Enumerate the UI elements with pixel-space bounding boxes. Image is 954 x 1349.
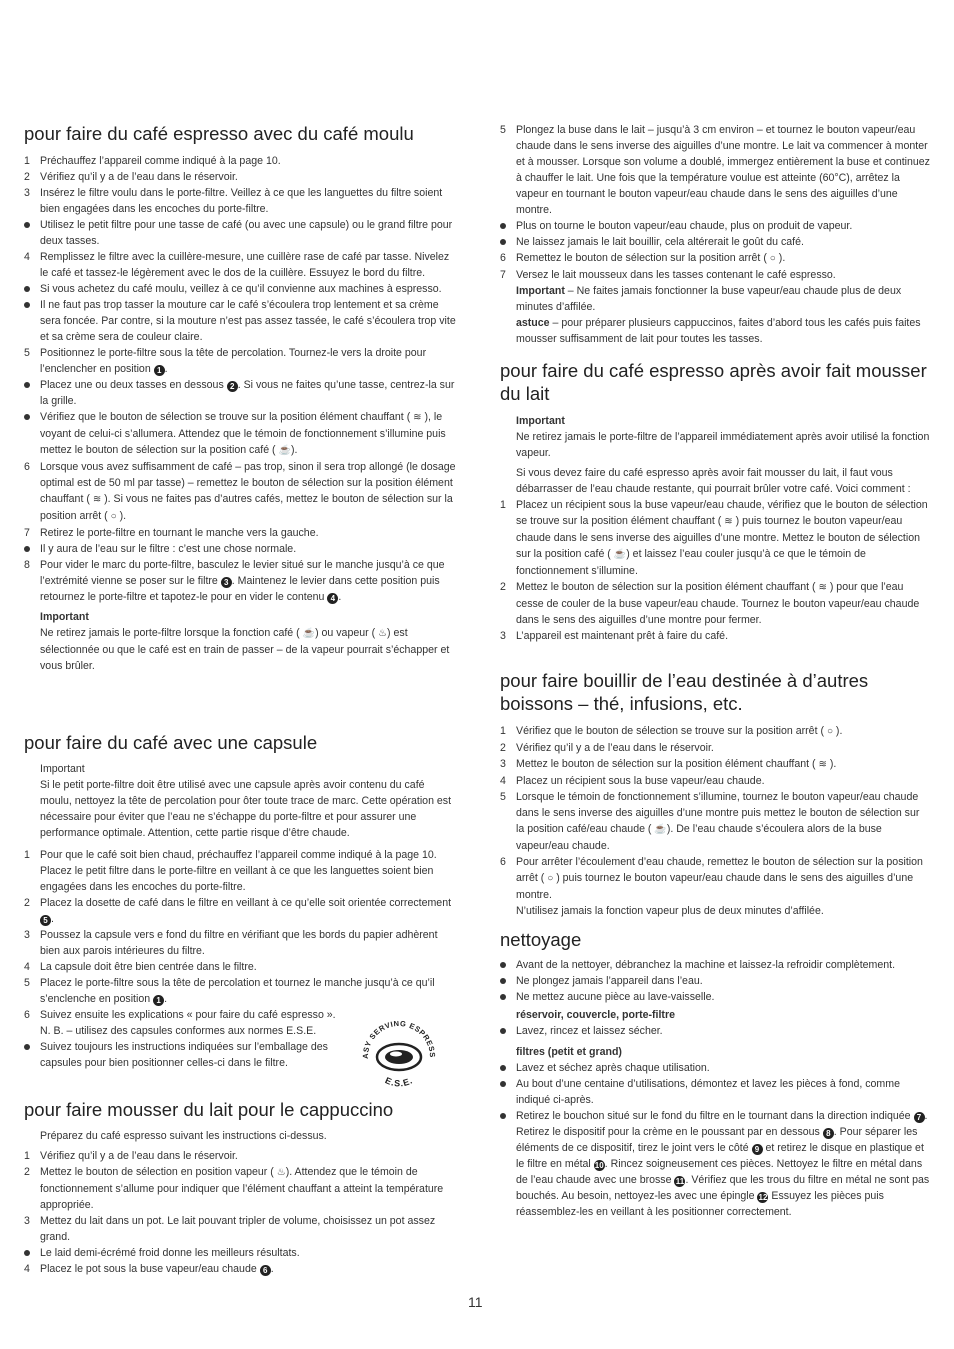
figure-ref-icon: 6 xyxy=(260,1265,271,1276)
bullet-item: Vérifiez que le bouton de sélection se trouve sur la position élément chauffant ( ≋ ), le voyant de celui-ci s’allumera. Attendez que le témoin de fonctionnement s’illumine puis mettez le bouton de sélection sur la position café ( ☕). xyxy=(24,409,458,459)
step-5: 5 Plongez la buse dans le lait – jusqu’à 3 cm environ – et tournez le bouton vapeur/eau chaude dans le sens inverse des aiguilles d’une montre. Le lait va commencer à monter et à mousser. Lorsque son volume a doublé, immergez entièrement la buse et continuez à chauffer le lait. Une fois que la température voulue est atteinte (60°C), arrêtez la vapeur en tournant le bouton vapeur/eau chaude dans le sens des aiguilles d’une montre. xyxy=(500,124,930,216)
important-note: Important – Ne faites jamais fonctionner la buse vapeur/eau chaude plus de deux minutes d’affilée. xyxy=(516,285,902,313)
step-2: 2 Placez la dosette de café dans le filtre en veillant à ce qu’elle soit orientée correctement 5 . xyxy=(24,897,452,925)
figure-ref-icon: 11 xyxy=(675,1177,685,1186)
figure-ref-icon: 9 xyxy=(752,1144,763,1155)
step-6: 6 Lorsque vous avez suffisamment de café – pas trop, sinon il sera trop allongé (le dosage optimal est de 50 ml par tasse) – remettez le bouton de sélection sur la position élément chauffant ( ≋ ). Si vous ne faites pas d’autres cafés, mettez le bouton de sélection sur la position arrêt ( ○ ). xyxy=(24,459,458,525)
important-text: Si le petit porte-filtre doit être utilisé avec une capsule après avoir contenu du café moulu, nettoyez la tête de percolation pour ôter toute trace de marc. Cette opération est nécessaire pour éviter que l’eau ne s’échappe du porte-filtre et pour assurer une performance optimale. Attention, cette partie risque d’être chaude. xyxy=(40,779,452,839)
heating-element-icon: ≋ xyxy=(92,494,102,505)
section-title-apres-mousse: pour faire du café espresso après avoir fait mousser du lait xyxy=(500,360,927,404)
section-title-capsule: pour faire du café avec une capsule xyxy=(24,732,318,753)
step-4: 4 Placez le pot sous la buse vapeur/eau chaude 6 . xyxy=(24,1263,274,1275)
section-title-espresso-moulu: pour faire du café espresso avec du café moulu xyxy=(24,123,414,144)
step-3: 3 Mettez le bouton de sélection sur la position élément chauffant ( ≋ ). xyxy=(500,756,930,773)
step-1: 1 Pour que le café soit bien chaud, préchauffez l’appareil comme indiqué à la page 10. Placez le petit filtre dans le porte-filtre en veillant à ce que les languettes soient bien engagées dans les encoches du porte-filtre. xyxy=(24,849,437,893)
figure-ref-icon: 7 xyxy=(914,1112,925,1123)
coffee-cup-icon: ☕ xyxy=(654,824,667,835)
step-3: 3 Insérez le filtre voulu dans le porte-filtre. Veillez à ce que les languettes du filtre soient bien engagées dans les encoches du porte-filtre. xyxy=(24,187,443,215)
bullet-item: Ne laissez jamais le lait bouillir, cela altérerait le goût du café. xyxy=(500,234,930,250)
step-4: 4 Remplissez le filtre avec la cuillère-mesure, une cuillère rase de café par tasse. Nivelez le café et tassez-le légèrement avec le dos de la cuillère. Essuyez le bord du filtre. xyxy=(24,251,450,279)
bullet-item: Le laid demi-écrémé froid donne les meilleurs résultats. xyxy=(24,1245,458,1261)
bullet-item: Lavez, rincez et laissez sécher. xyxy=(500,1023,930,1039)
section-title-bouillir-eau: pour faire bouillir de l’eau destinée à d’autres boissons – thé, infusions, etc. xyxy=(500,670,869,714)
off-position-icon: ○ xyxy=(547,873,554,884)
figure-ref-icon: 12 xyxy=(758,1193,768,1202)
important-label: Important xyxy=(40,763,85,775)
section-nettoyage xyxy=(500,957,930,1220)
figure-ref-icon: 4 xyxy=(327,593,338,604)
bullet-item: Utilisez le petit filtre pour une tasse de café (ou avec une capsule) ou le grand filtre pour deux tasses. xyxy=(24,217,458,249)
step-6: 6 Pour arrêter l’écoulement d’eau chaude, remettez le bouton de sélection sur la position arrêt ( ○ ) puis tournez le bouton vapeur/eau chaude dans le sens des aiguilles d’une montre. xyxy=(500,856,923,901)
section-title-nettoyage: nettoyage xyxy=(500,929,582,950)
step-5: 5 Positionnez le porte-filtre sous la tête de percolation. Tournez-le vers la droite pour l’enclencher en position 1 . xyxy=(24,347,427,375)
step-6: 6 Remettez le bouton de sélection sur la position arrêt ( ○ ). xyxy=(500,250,930,267)
logo-top-text: ASY SERVING ESPRESS xyxy=(360,1021,438,1059)
figure-ref-icon: 1 xyxy=(153,995,164,1006)
important-label: Important xyxy=(516,415,565,427)
step-1: 1 Préchauffez l’appareil comme indiqué à la page 10. xyxy=(24,155,281,167)
off-position-icon: ○ xyxy=(769,253,776,264)
bullet-item: Ne mettez aucune pièce au lave-vaisselle. xyxy=(500,989,930,1005)
important-text: Ne retirez jamais le porte-filtre lorsque la fonction café ( ☕) ou vapeur ( ♨) est sélectionnée ou que le café est en train de passer – de la vapeur pourrait s’échapper et vous brûler. xyxy=(40,627,450,672)
svg-text:E.S.E. xyxy=(384,1075,415,1088)
section-bouillir-eau xyxy=(500,723,930,919)
step-1: 1 Placez un récipient sous la buse vapeur/eau chaude, vérifiez que le bouton de sélection se trouve sur la position élément chauffant ( ≋ ) puis tournez le bouton vapeur/eau chaude dans le sens inverse des aiguilles d’une montre. Mettez le bouton de sélection sur la position café ( ☕) et laissez l’eau couler jusqu’à ce que le témoin de fonctionnement s’illumine. xyxy=(500,499,928,577)
section-title-mousser-lait: pour faire mousser du lait pour le cappuccino xyxy=(24,1099,394,1120)
step-4: 4 La capsule doit être bien centrée dans le filtre. xyxy=(24,961,257,973)
bullet-item: Avant de la nettoyer, débranchez la machine et laissez-la refroidir complètement. xyxy=(500,957,930,973)
off-position-icon: ○ xyxy=(110,511,117,522)
coffee-cup-icon: ☕ xyxy=(278,445,291,456)
figure-ref-icon: 8 xyxy=(823,1128,834,1139)
important-text: Ne retirez jamais le porte-filtre de l’appareil immédiatement après avoir utilisé la fonction vapeur. xyxy=(516,431,930,459)
step-3: 3 Mettez du lait dans un pot. Le lait pouvant tripler de volume, choisissez un pot assez grand. xyxy=(24,1215,436,1243)
step-2: 2 Vérifiez qu’il y a de l’eau dans le réservoir. xyxy=(500,742,714,754)
bullet-item: Placez une ou deux tasses en dessous 2 . Si vous ne faites qu’une tasse, centrez-la sur la grille. xyxy=(24,377,458,409)
step-1: 1 Vérifiez que le bouton de sélection se trouve sur la position arrêt ( ○ ). xyxy=(500,723,930,740)
step-7: 7 Versez le lait mousseux dans les tasses contenant le café espresso. xyxy=(500,269,836,281)
ese-logo xyxy=(360,1021,438,1089)
figure-ref-icon: 2 xyxy=(227,381,238,392)
intro-text: Si vous devez faire du café espresso après avoir fait mousser du lait, il faut vous débarrasser de l’eau chaude restante, qui pourrait brûler votre café. Voici comment : xyxy=(516,467,911,495)
bullet-item: Suivez toujours les instructions indiquées sur l’emballage des capsules pour bien positionner celles-ci dans le filtre. xyxy=(24,1039,346,1071)
heating-element-icon: ≋ xyxy=(724,516,733,527)
step-3: 3 L’appareil est maintenant prêt à faire du café. xyxy=(500,630,729,642)
bullet-item: Il y aura de l’eau sur le filtre : c’est une chose normale. xyxy=(24,541,458,557)
heating-element-icon: ≋ xyxy=(818,582,827,593)
figure-ref-icon: 10 xyxy=(594,1161,604,1170)
step-8: 8 Pour vider le marc du porte-filtre, basculez le levier situé sur le manche jusqu’à ce que l’extrémité vienne se poser sur le filtre 3 . Maintenez le levier dans cette position puis retournez le porte-filtre et tapotez-le pour en vider le contenu 4 . xyxy=(24,559,445,603)
bullet-item: Au bout d’une centaine d’utilisations, démontez et lavez les pièces à fond, comme indiqué ci-après. xyxy=(500,1076,930,1108)
tip-note: astuce – pour préparer plusieurs cappuccinos, faites d’abord tous les cafés puis faites mousser suffisamment de lait pour toutes les tasses. xyxy=(516,317,921,345)
bullet-item: Plus on tourne le bouton vapeur/eau chaude, plus on produit de vapeur. xyxy=(500,218,930,234)
step-7: 7 Retirez le porte-filtre en tournant le manche vers la gauche. xyxy=(24,527,319,539)
important-label: Important xyxy=(40,611,89,623)
section-apres-mousse xyxy=(500,413,930,644)
step-4: 4 Placez un récipient sous la buse vapeur/eau chaude. xyxy=(500,775,765,787)
step-5: 5 Lorsque le témoin de fonctionnement s’illumine, tournez le bouton vapeur/eau chaude dans le sens inverse des aiguilles d’une montre puis mettez le bouton de sélection sur la position café/eau chaude ( ☕). De l’eau chaude s’écoulera alors de la buse vapeur/eau chaude. xyxy=(500,791,920,852)
step-2: 2 Mettez le bouton de sélection en position vapeur ( ♨). Attendez que le témoin de fonctionnement s’allume pour indiquer que l’élément chauffant a atteint la température appropriée. xyxy=(24,1166,444,1211)
intro-text: Préparez du café espresso suivant les instructions ci-dessus. xyxy=(40,1130,327,1142)
coffee-cup-icon: ☕ xyxy=(302,628,316,639)
figure-ref-icon: 5 xyxy=(40,915,51,926)
warning-text: N’utilisez jamais la fonction vapeur plus de deux minutes d’affilée. xyxy=(516,905,824,917)
steam-icon: ♨ xyxy=(276,1167,286,1178)
step-3: 3 Poussez la capsule vers e fond du filtre en vérifiant que les bords du papier adhèrent bien aux parois intérieures du filtre. xyxy=(24,929,438,957)
subheading: filtres (petit et grand) xyxy=(516,1046,622,1058)
bullet-item: Si vous achetez du café moulu, veillez à ce qu’il convienne aux machines à espresso. xyxy=(24,281,458,297)
page-number: 11 xyxy=(468,1294,483,1310)
subheading: réservoir, couvercle, porte-filtre xyxy=(516,1009,675,1021)
step-2: 2 Vérifiez qu’il y a de l’eau dans le réservoir. xyxy=(24,171,238,183)
heating-element-icon: ≋ xyxy=(818,759,827,770)
heating-element-icon: ≋ xyxy=(413,412,422,423)
bullet-item: Il ne faut pas trop tasser la mouture car le café s’écoulera trop lentement et sa crème sera foncée. Par contre, si la mouture n’est pas assez tassée, le café s’écoulera trop vite et sa crème sera de couleur claire. xyxy=(24,297,458,345)
bullet-item: Lavez et séchez après chaque utilisation. xyxy=(500,1060,930,1076)
section-espresso-moulu xyxy=(24,153,458,674)
step-1: 1 Vérifiez qu’il y a de l’eau dans le réservoir. xyxy=(24,1150,238,1162)
steam-icon: ♨ xyxy=(378,628,388,639)
coffee-cup-icon: ☕ xyxy=(613,549,627,560)
figure-ref-icon: 3 xyxy=(221,577,232,588)
section-mousser-lait xyxy=(24,1128,458,1277)
figure-ref-icon: 1 xyxy=(154,365,165,376)
step-5: 5 Placez le porte-filtre sous la tête de percolation et tournez le manche jusqu’à ce qu’il s’enclenche en position 1 . xyxy=(24,977,435,1005)
step-6: 6 Suivez ensuite les explications « pour faire du café espresso ». N. B. – utilisez des capsules conformes aux normes E.S.E. xyxy=(24,1009,336,1037)
bullet-item: Ne plongez jamais l’appareil dans l’eau. xyxy=(500,973,930,989)
ese-logo-graphic xyxy=(360,1021,438,1089)
off-position-icon: ○ xyxy=(826,726,833,737)
step-2: 2 Mettez le bouton de sélection sur la position élément chauffant ( ≋ ) pour que l’eau cesse de couler de la buse vapeur/eau chaude. Tournez le bouton vapeur/eau chaude dans le sens des aiguilles d’une montre pour fermer. xyxy=(500,581,920,626)
section-mousser-lait-continued xyxy=(500,122,930,347)
bullet-item: Retirez le bouchon situé sur le fond du filtre en le tournant dans la direction indiquée 7 . Retirez le dispositif pour la crème en le poussant par en dessous 8 . Pour séparer les éléments de ce dispositif, tirez le joint vers le côté 9 et retirez le disque en plastique et le filtre en métal 10. Rincez soigneusement ces pièces. Nettoyez le filtre en métal dans de l’eau chaude avec une brosse 11. Vérifiez que les trous du filtre en métal ne sont pas bouchés. Au besoin, nettoyez-les avec une épingle 12 Essuyez les pièces puis réassemblez-les en veillant à les positionner correctement. xyxy=(500,1108,930,1220)
logo-bottom-text: E.S.E. xyxy=(383,1075,415,1089)
